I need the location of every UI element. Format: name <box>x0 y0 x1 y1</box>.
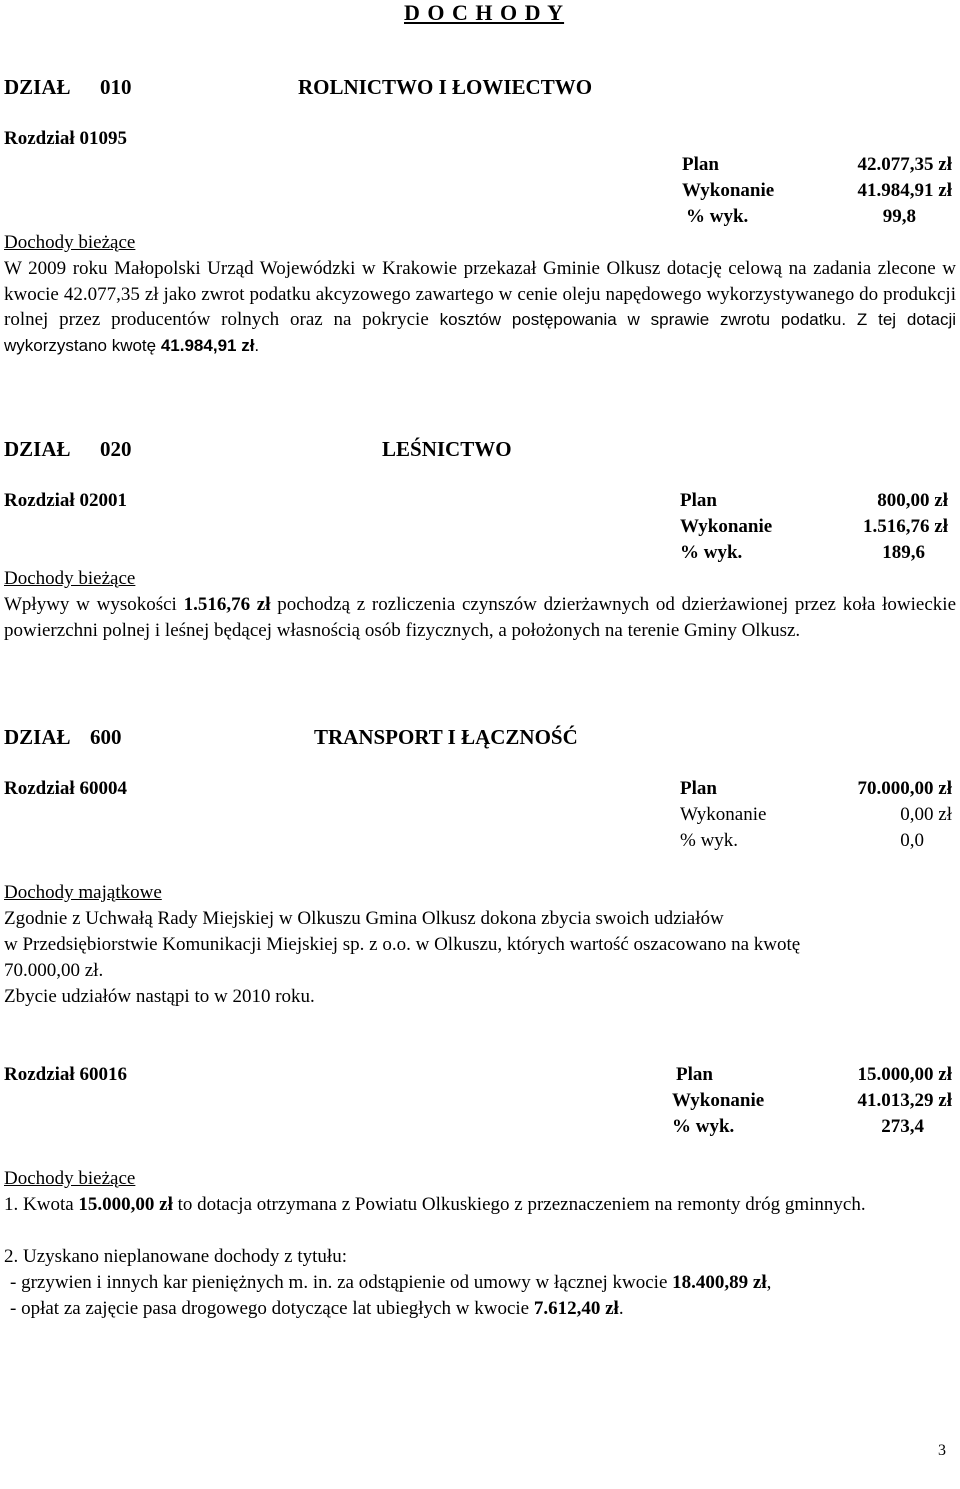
text-line: Zgodnie z Uchwałą Rady Miejskiej w Olkuszu Gmina Olkusz dokona zbycia swoich udziałów <box>4 908 724 929</box>
wykonanie-label: Wykonanie <box>680 804 767 825</box>
wykonanie-value: 0,00 zł <box>900 804 952 825</box>
wykonanie-value: 1.516,76 zł <box>863 516 948 537</box>
dzial-name: LEŚNICTWO <box>382 437 512 461</box>
dzial-number: 010 <box>100 75 132 99</box>
dzial-label: DZIAŁ <box>4 725 71 749</box>
section-heading: Dochody bieżące <box>4 568 136 589</box>
plan-label: Plan <box>680 490 717 511</box>
rozdzial-heading: Rozdział 60016 <box>4 1064 127 1085</box>
percent-value: 189,6 <box>882 542 925 563</box>
bullet-item <box>10 1270 771 1296</box>
percent-label: % wyk. <box>680 830 739 851</box>
rozdzial-heading: Rozdział 60004 <box>4 778 127 799</box>
list-item-text: 1. Kwota <box>4 1194 79 1215</box>
amount-bold: 7.612,40 zł <box>533 1298 619 1319</box>
page-title: D O C H O D Y <box>404 0 565 25</box>
paragraph-text-sans: kosztów postępowania w sprawie zwrotu podatku. Z tej dotacji wykorzystano kwotę <box>4 310 957 355</box>
plan-value: 70.000,00 zł <box>857 778 952 799</box>
wykonanie-value: 41.013,29 zł <box>857 1090 952 1111</box>
dzial-name: ROLNICTWO I ŁOWIECTWO <box>298 75 593 99</box>
section-heading: Dochody bieżące <box>4 232 136 253</box>
paragraph-text: W 2009 roku Małopolski Urząd Wojewódzki w Krakowie przekazał Gminie Olkusz dotację celową na zadania zlecone w kwocie 42.077,35 zł jako zwrot podatku akcyzowego zawartego w cenie oleju napędowego wykorzystywanego do produkcji rolnej przez producentów rolnych oraz na pokrycie <box>4 258 956 330</box>
amount-bold: 1.516,76 zł <box>183 594 271 615</box>
amount-bold: 18.400,89 zł <box>672 1272 767 1293</box>
text-line: 70.000,00 zł. <box>4 960 104 981</box>
rozdzial-heading: Rozdział 02001 <box>4 490 127 511</box>
plan-value: 42.077,35 zł <box>857 154 952 175</box>
wykonanie-label: Wykonanie <box>682 180 775 201</box>
percent-label: % wyk. <box>672 1116 735 1137</box>
bullet-text: - grzywien i innych kar pieniężnych m. in. za odstąpienie od umowy w łącznej kwocie <box>10 1272 673 1293</box>
plan-value: 800,00 zł <box>877 490 948 511</box>
paragraph <box>4 256 956 358</box>
text-line: w Przedsiębiorstwie Komunikacji Miejskiej sp. z o.o. w Olkuszu, których wartość oszacowano na kwotę <box>4 934 801 955</box>
percent-label: % wyk. <box>680 542 743 563</box>
bullet-text: . <box>618 1298 624 1319</box>
percent-value: 99,8 <box>882 206 916 227</box>
paragraph-end: . <box>254 335 260 355</box>
wykonanie-label: Wykonanie <box>672 1090 765 1111</box>
amount-bold: 15.000,00 zł <box>78 1194 173 1215</box>
plan-label: Plan <box>676 1064 713 1085</box>
page-number: 3 <box>938 1442 946 1459</box>
paragraph-text: pochodzą z rozliczenia czynszów dzierżawnych od dzierżawionej przez koła łowieckie powierzchni polnej i leśnej będącej własnością osób fizycznych, a położonych na terenie Gminy Olkusz. <box>4 594 956 641</box>
dzial-label: DZIAŁ <box>4 437 71 461</box>
percent-value: 0,0 <box>900 830 924 851</box>
text-line: Zbycie udziałów nastąpi to w 2010 roku. <box>4 986 315 1007</box>
wykonanie-value: 41.984,91 zł <box>857 180 952 201</box>
rozdzial-heading: Rozdział 01095 <box>4 128 127 149</box>
dzial-name: TRANSPORT I ŁĄCZNOŚĆ <box>314 725 578 749</box>
list-item-text: to dotacja otrzymana z Powiatu Olkuskiego z przeznaczeniem na remonty dróg gminnych. <box>172 1194 866 1215</box>
bullet-text: , <box>766 1272 772 1293</box>
dzial-label: DZIAŁ <box>4 75 71 99</box>
percent-label: % wyk. <box>686 206 749 227</box>
section-heading: Dochody majątkowe <box>4 882 162 903</box>
dzial-number: 020 <box>100 437 132 461</box>
paragraph <box>4 592 956 644</box>
plan-label: Plan <box>680 778 717 799</box>
paragraph-text: Wpływy w wysokości <box>4 594 184 615</box>
plan-label: Plan <box>682 154 719 175</box>
list-item: 2. Uzyskano nieplanowane dochody z tytułu: <box>4 1246 347 1267</box>
percent-value: 273,4 <box>881 1116 924 1137</box>
list-item <box>4 1192 956 1218</box>
amount-bold: 41.984,91 zł <box>160 335 255 355</box>
bullet-text: - opłat za zajęcie pasa drogowego dotyczące lat ubiegłych w kwocie <box>10 1298 534 1319</box>
bullet-item <box>10 1296 624 1322</box>
section-heading: Dochody bieżące <box>4 1168 136 1189</box>
plan-value: 15.000,00 zł <box>857 1064 952 1085</box>
wykonanie-label: Wykonanie <box>680 516 773 537</box>
dzial-number: 600 <box>90 725 122 749</box>
